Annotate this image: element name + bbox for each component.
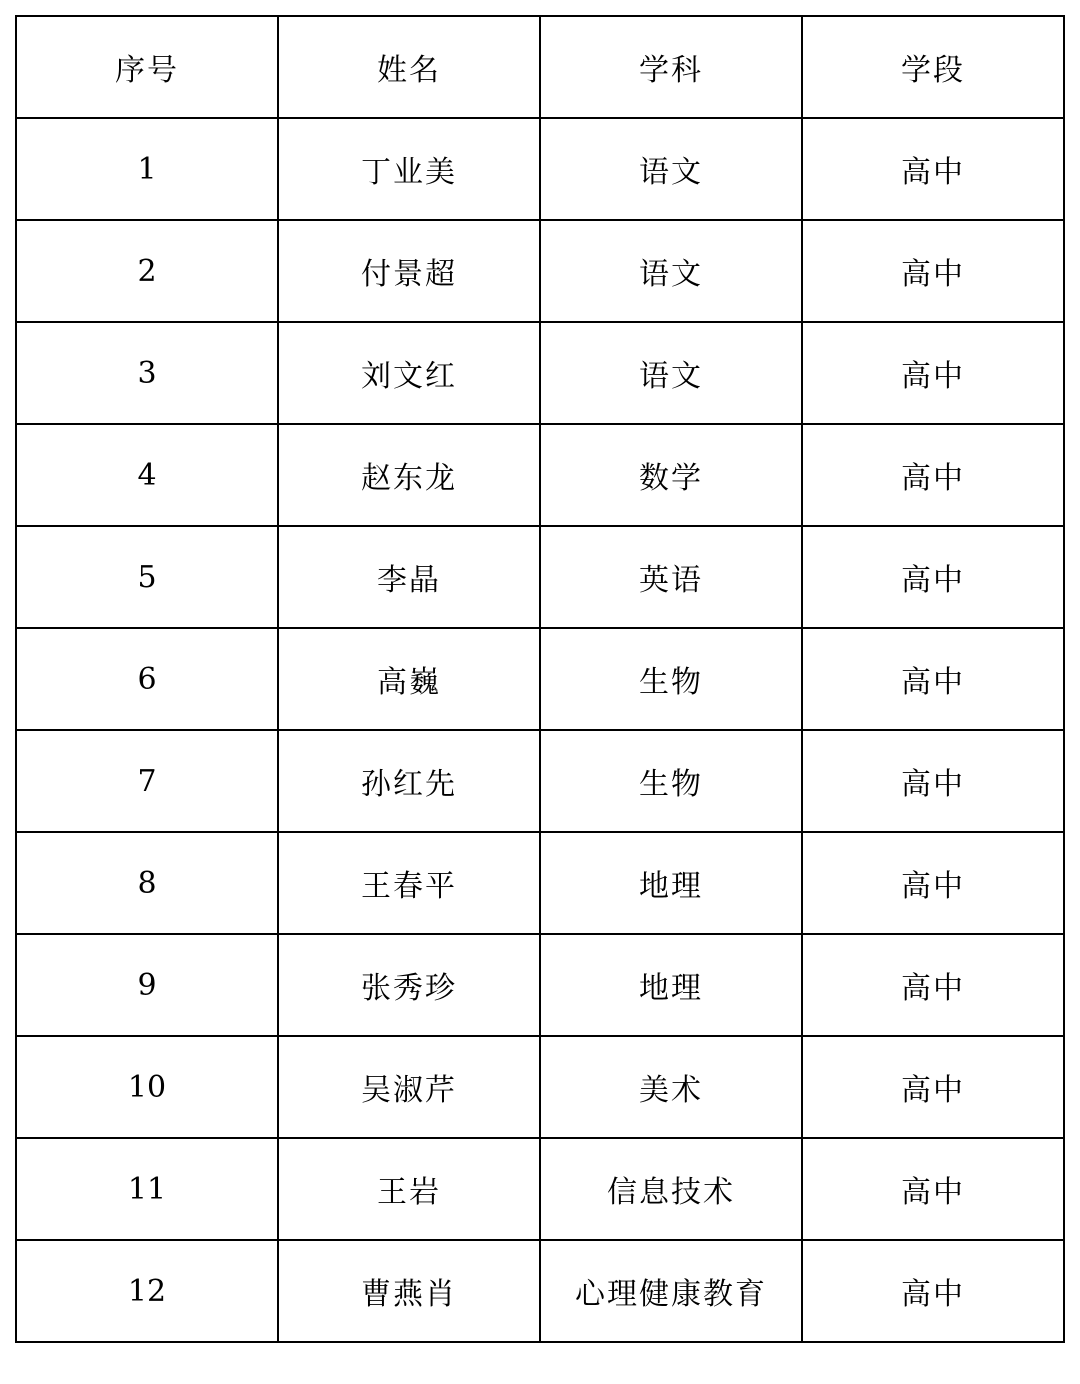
cell-subject: 生物	[540, 628, 802, 730]
cell-stage: 高中	[802, 220, 1064, 322]
cell-name: 高巍	[278, 628, 540, 730]
cell-name: 曹燕肖	[278, 1240, 540, 1342]
cell-subject: 美术	[540, 1036, 802, 1138]
cell-subject: 语文	[540, 118, 802, 220]
cell-no: 8	[16, 832, 278, 934]
table-row	[16, 1240, 1064, 1342]
cell-no: 10	[16, 1036, 278, 1138]
cell-subject: 信息技术	[540, 1138, 802, 1240]
cell-subject: 地理	[540, 934, 802, 1036]
table-row	[16, 220, 1064, 322]
cell-name: 李晶	[278, 526, 540, 628]
cell-stage: 高中	[802, 628, 1064, 730]
table-row	[16, 628, 1064, 730]
cell-stage: 高中	[802, 1036, 1064, 1138]
cell-stage: 高中	[802, 526, 1064, 628]
cell-no: 4	[16, 424, 278, 526]
table-row	[16, 1036, 1064, 1138]
cell-no: 2	[16, 220, 278, 322]
cell-no: 7	[16, 730, 278, 832]
cell-no: 11	[16, 1138, 278, 1240]
cell-stage: 高中	[802, 118, 1064, 220]
cell-name: 刘文红	[278, 322, 540, 424]
cell-name: 付景超	[278, 220, 540, 322]
table-row	[16, 526, 1064, 628]
header-no: 序号	[16, 16, 278, 118]
table-row	[16, 424, 1064, 526]
header-name: 姓名	[278, 16, 540, 118]
cell-no: 3	[16, 322, 278, 424]
cell-subject: 数学	[540, 424, 802, 526]
cell-subject: 语文	[540, 322, 802, 424]
table-body	[16, 118, 1064, 1342]
cell-stage: 高中	[802, 1138, 1064, 1240]
cell-name: 王春平	[278, 832, 540, 934]
cell-no: 1	[16, 118, 278, 220]
cell-stage: 高中	[802, 322, 1064, 424]
roster-table	[15, 15, 1065, 1343]
cell-name: 丁业美	[278, 118, 540, 220]
header-stage: 学段	[802, 16, 1064, 118]
cell-name: 赵东龙	[278, 424, 540, 526]
cell-subject: 地理	[540, 832, 802, 934]
cell-name: 吴淑芹	[278, 1036, 540, 1138]
table-row	[16, 832, 1064, 934]
header-subject: 学科	[540, 16, 802, 118]
cell-stage: 高中	[802, 832, 1064, 934]
table-row	[16, 1138, 1064, 1240]
table-header	[16, 16, 1064, 118]
cell-subject: 心理健康教育	[540, 1240, 802, 1342]
cell-stage: 高中	[802, 1240, 1064, 1342]
header-row	[16, 16, 1064, 118]
cell-no: 12	[16, 1240, 278, 1342]
cell-stage: 高中	[802, 730, 1064, 832]
cell-no: 9	[16, 934, 278, 1036]
cell-no: 6	[16, 628, 278, 730]
cell-name: 孙红先	[278, 730, 540, 832]
cell-stage: 高中	[802, 424, 1064, 526]
cell-name: 王岩	[278, 1138, 540, 1240]
table-row	[16, 934, 1064, 1036]
cell-subject: 生物	[540, 730, 802, 832]
cell-stage: 高中	[802, 934, 1064, 1036]
cell-subject: 英语	[540, 526, 802, 628]
table-row	[16, 118, 1064, 220]
cell-name: 张秀珍	[278, 934, 540, 1036]
cell-subject: 语文	[540, 220, 802, 322]
table-row	[16, 730, 1064, 832]
cell-no: 5	[16, 526, 278, 628]
table-row	[16, 322, 1064, 424]
